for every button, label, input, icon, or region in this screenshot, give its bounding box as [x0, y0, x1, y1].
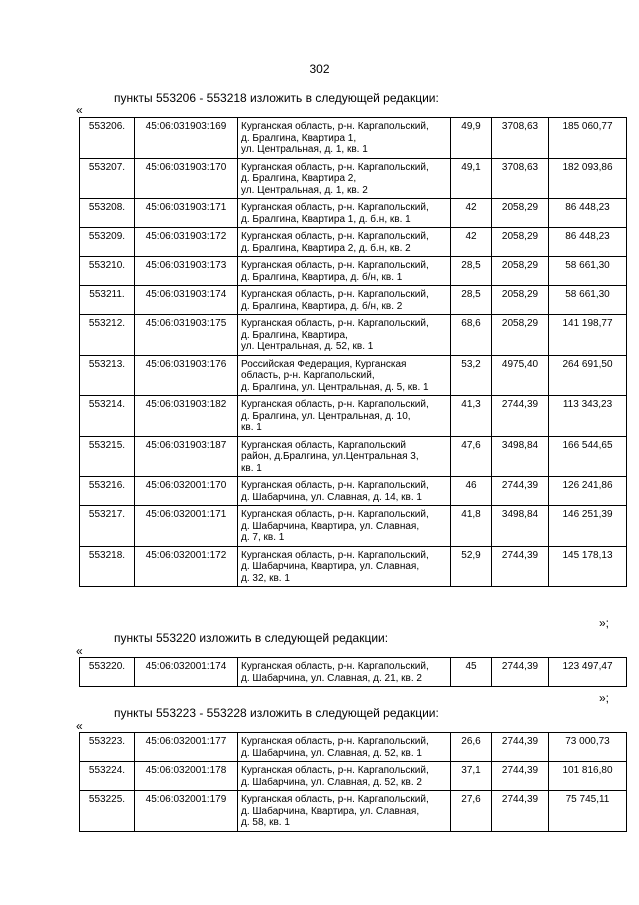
row-number-cell: 553225. — [80, 791, 135, 832]
area-cell: 46 — [451, 477, 492, 506]
table-row — [80, 228, 627, 257]
section-2-table — [79, 657, 627, 687]
area-cell: 37,1 — [451, 762, 492, 791]
total-value-cell: 58 661,30 — [549, 286, 627, 315]
address-cell — [238, 506, 451, 547]
table-row — [80, 436, 627, 477]
cadastral-number-cell: 45:06:032001:174 — [135, 658, 238, 687]
cadastral-number-cell: 45:06:031903:173 — [135, 257, 238, 286]
section-1-table — [79, 117, 627, 587]
address-line: д. Бралгина, ул. Центральная, д. 5, кв. 1 — [241, 381, 429, 393]
table-row — [80, 286, 627, 315]
address-line: д. Шабарчина, Квартира, ул. Славная, — [241, 805, 420, 817]
row-number-cell: 553214. — [80, 396, 135, 437]
address-line: Курганская область, р-н. Каргапольский, — [241, 399, 429, 410]
address-line: Курганская область, р-н. Каргапольский, — [241, 260, 429, 271]
address-line: д. Шабарчина, ул. Славная, д. 14, кв. 1 — [241, 491, 422, 503]
address-line: д. Бралгина, Квартира 1, д. б.н, кв. 1 — [241, 213, 411, 225]
area-cell: 49,1 — [451, 158, 492, 199]
address-line: Курганская область, р-н. Каргапольский, — [241, 289, 429, 300]
cadastral-number-cell: 45:06:031903:175 — [135, 315, 238, 356]
row-number-cell: 553206. — [80, 118, 135, 159]
total-value-cell: 58 661,30 — [549, 257, 627, 286]
address-line: Курганская область, р-н. Каргапольский, — [241, 318, 429, 329]
unit-price-cell: 2744,39 — [492, 546, 549, 587]
address-line: кв. 1 — [241, 462, 262, 474]
section-1-close-quote: »; — [598, 616, 609, 630]
total-value-cell: 86 448,23 — [549, 228, 627, 257]
section-1-open-quote: « — [76, 103, 83, 117]
address-cell — [238, 733, 451, 762]
row-number-cell: 553223. — [80, 733, 135, 762]
address-line: область, р-н. Каргапольский, — [241, 370, 375, 381]
address-line: д. Бралгина, Квартира, д. б/н, кв. 2 — [241, 300, 403, 312]
unit-price-cell: 3708,63 — [492, 118, 549, 159]
address-line: ул. Центральная, д. 1, кв. 2 — [241, 184, 368, 196]
row-number-cell: 553216. — [80, 477, 135, 506]
address-cell — [238, 396, 451, 437]
address-line: д. Шабарчина, Квартира, ул. Славная, — [241, 520, 420, 532]
table-row — [80, 315, 627, 356]
row-number-cell: 553207. — [80, 158, 135, 199]
row-number-cell: 553220. — [80, 658, 135, 687]
unit-price-cell: 4975,40 — [492, 355, 549, 396]
table-row — [80, 355, 627, 396]
row-number-cell: 553213. — [80, 355, 135, 396]
unit-price-cell: 2744,39 — [492, 477, 549, 506]
row-number-cell: 553217. — [80, 506, 135, 547]
address-line: д. Шабарчина, ул. Славная, д. 52, кв. 1 — [241, 747, 422, 759]
table-row — [80, 257, 627, 286]
table-row — [80, 658, 627, 687]
table-row — [80, 118, 627, 159]
section-2-open-quote: « — [76, 644, 83, 658]
address-cell — [238, 315, 451, 356]
unit-price-cell: 2058,29 — [492, 228, 549, 257]
address-line: д. 58, кв. 1 — [241, 817, 290, 828]
cadastral-number-cell: 45:06:031903:176 — [135, 355, 238, 396]
section-2-intro: пункты 553220 изложить в следующей редакции: — [114, 631, 389, 645]
cadastral-number-cell: 45:06:031903:172 — [135, 228, 238, 257]
table-row — [80, 477, 627, 506]
area-cell: 28,5 — [451, 257, 492, 286]
total-value-cell: 185 060,77 — [549, 118, 627, 159]
address-line: Курганская область, р-н. Каргапольский, — [241, 661, 429, 672]
area-cell: 41,8 — [451, 506, 492, 547]
table-row — [80, 546, 627, 587]
row-number-cell: 553215. — [80, 436, 135, 477]
table-row — [80, 199, 627, 228]
total-value-cell: 123 497,47 — [549, 658, 627, 687]
area-cell: 52,9 — [451, 546, 492, 587]
area-cell: 26,6 — [451, 733, 492, 762]
total-value-cell: 75 745,11 — [549, 791, 627, 832]
cadastral-number-cell: 45:06:032001:179 — [135, 791, 238, 832]
total-value-cell: 73 000,73 — [549, 733, 627, 762]
cadastral-number-cell: 45:06:031903:171 — [135, 199, 238, 228]
total-value-cell: 182 093,86 — [549, 158, 627, 199]
table-row — [80, 506, 627, 547]
total-value-cell: 126 241,86 — [549, 477, 627, 506]
page-number: 302 — [309, 62, 330, 76]
unit-price-cell: 2744,39 — [492, 733, 549, 762]
total-value-cell: 145 178,13 — [549, 546, 627, 587]
area-cell: 45 — [451, 658, 492, 687]
address-line: д. Шабарчина, ул. Славная, д. 52, кв. 2 — [241, 776, 422, 788]
address-line: Курганская область, р-н. Каргапольский, — [241, 480, 429, 491]
section-3-intro: пункты 553223 - 553228 изложить в следующей редакции: — [114, 706, 439, 720]
cadastral-number-cell: 45:06:031903:182 — [135, 396, 238, 437]
address-line: д. Бралгина, ул. Центральная, д. 10, — [241, 410, 411, 422]
address-line: д. Бралгина, Квартира, — [241, 329, 348, 341]
address-line: д. Бралгина, Квартира 2, — [241, 173, 357, 184]
unit-price-cell: 2744,39 — [492, 658, 549, 687]
address-cell — [238, 658, 451, 687]
area-cell: 41,3 — [451, 396, 492, 437]
cadastral-number-cell: 45:06:031903:187 — [135, 436, 238, 477]
address-cell — [238, 355, 451, 396]
area-cell: 42 — [451, 228, 492, 257]
unit-price-cell: 3498,84 — [492, 436, 549, 477]
table-row — [80, 791, 627, 832]
table-row — [80, 396, 627, 437]
address-line: Курганская область, р-н. Каргапольский, — [241, 121, 429, 132]
total-value-cell: 166 544,65 — [549, 436, 627, 477]
address-line: Курганская область, р-н. Каргапольский, — [241, 794, 429, 805]
row-number-cell: 553210. — [80, 257, 135, 286]
total-value-cell: 86 448,23 — [549, 199, 627, 228]
address-line: д. Шабарчина, ул. Славная, д. 21, кв. 2 — [241, 672, 422, 684]
unit-price-cell: 2058,29 — [492, 315, 549, 356]
unit-price-cell: 2058,29 — [492, 286, 549, 315]
address-line: д. 32, кв. 1 — [241, 572, 290, 584]
area-cell: 28,5 — [451, 286, 492, 315]
area-cell: 68,6 — [451, 315, 492, 356]
total-value-cell: 141 198,77 — [549, 315, 627, 356]
cadastral-number-cell: 45:06:032001:178 — [135, 762, 238, 791]
section-3-open-quote: « — [76, 719, 83, 733]
address-line: Курганская область, р-н. Каргапольский, — [241, 161, 429, 173]
address-cell — [238, 436, 451, 477]
address-line: Курганская область, р-н. Каргапольский, — [241, 549, 429, 561]
table-row — [80, 158, 627, 199]
total-value-cell: 146 251,39 — [549, 506, 627, 547]
cadastral-number-cell: 45:06:031903:170 — [135, 158, 238, 199]
address-line: д. Шабарчина, Квартира, ул. Славная, — [241, 561, 420, 572]
address-line: д. Бралгина, Квартира, д. б/н, кв. 1 — [241, 271, 403, 283]
address-line: д. Бралгина, Квартира 1, — [241, 132, 357, 144]
address-cell — [238, 158, 451, 199]
address-line: д. 7, кв. 1 — [241, 532, 285, 543]
address-cell — [238, 199, 451, 228]
area-cell: 42 — [451, 199, 492, 228]
address-line: Курганская область, р-н. Каргапольский, — [241, 509, 429, 520]
address-line: район, д.Бралгина, ул.Центральная 3, — [241, 451, 419, 462]
unit-price-cell: 2058,29 — [492, 257, 549, 286]
address-line: Российская Федерация, Курганская — [241, 358, 407, 370]
area-cell: 53,2 — [451, 355, 492, 396]
address-line: Курганская область, Каргапольский — [241, 439, 407, 451]
row-number-cell: 553208. — [80, 199, 135, 228]
table-row — [80, 733, 627, 762]
row-number-cell: 553224. — [80, 762, 135, 791]
unit-price-cell: 2744,39 — [492, 396, 549, 437]
row-number-cell: 553218. — [80, 546, 135, 587]
section-1-intro: пункты 553206 - 553218 изложить в следующей редакции: — [114, 91, 439, 105]
unit-price-cell: 3708,63 — [492, 158, 549, 199]
area-cell: 47,6 — [451, 436, 492, 477]
address-line: Курганская область, р-н. Каргапольский, — [241, 202, 429, 213]
address-cell — [238, 762, 451, 791]
address-line: ул. Центральная, д. 1, кв. 1 — [241, 144, 368, 155]
section-3-table — [79, 732, 627, 832]
address-cell — [238, 228, 451, 257]
address-cell — [238, 286, 451, 315]
unit-price-cell: 3498,84 — [492, 506, 549, 547]
address-line: Курганская область, р-н. Каргапольский, — [241, 736, 429, 747]
area-cell: 27,6 — [451, 791, 492, 832]
address-cell — [238, 546, 451, 587]
cadastral-number-cell: 45:06:031903:174 — [135, 286, 238, 315]
cadastral-number-cell: 45:06:032001:177 — [135, 733, 238, 762]
address-cell — [238, 257, 451, 286]
row-number-cell: 553209. — [80, 228, 135, 257]
section-2-close-quote: »; — [598, 691, 609, 705]
row-number-cell: 553211. — [80, 286, 135, 315]
cadastral-number-cell: 45:06:031903:169 — [135, 118, 238, 159]
address-line: кв. 1 — [241, 422, 262, 433]
total-value-cell: 101 816,80 — [549, 762, 627, 791]
total-value-cell: 113 343,23 — [549, 396, 627, 437]
unit-price-cell: 2744,39 — [492, 762, 549, 791]
address-cell — [238, 791, 451, 832]
address-line: Курганская область, р-н. Каргапольский, — [241, 765, 429, 776]
cadastral-number-cell: 45:06:032001:171 — [135, 506, 238, 547]
address-line: ул. Центральная, д. 52, кв. 1 — [241, 341, 374, 352]
address-line: Курганская область, р-н. Каргапольский, — [241, 231, 429, 242]
unit-price-cell: 2058,29 — [492, 199, 549, 228]
unit-price-cell: 2744,39 — [492, 791, 549, 832]
area-cell: 49,9 — [451, 118, 492, 159]
total-value-cell: 264 691,50 — [549, 355, 627, 396]
cadastral-number-cell: 45:06:032001:170 — [135, 477, 238, 506]
cadastral-number-cell: 45:06:032001:172 — [135, 546, 238, 587]
address-cell — [238, 118, 451, 159]
address-cell — [238, 477, 451, 506]
address-line: д. Бралгина, Квартира 2, д. б.н, кв. 2 — [241, 242, 411, 254]
row-number-cell: 553212. — [80, 315, 135, 356]
table-row — [80, 762, 627, 791]
